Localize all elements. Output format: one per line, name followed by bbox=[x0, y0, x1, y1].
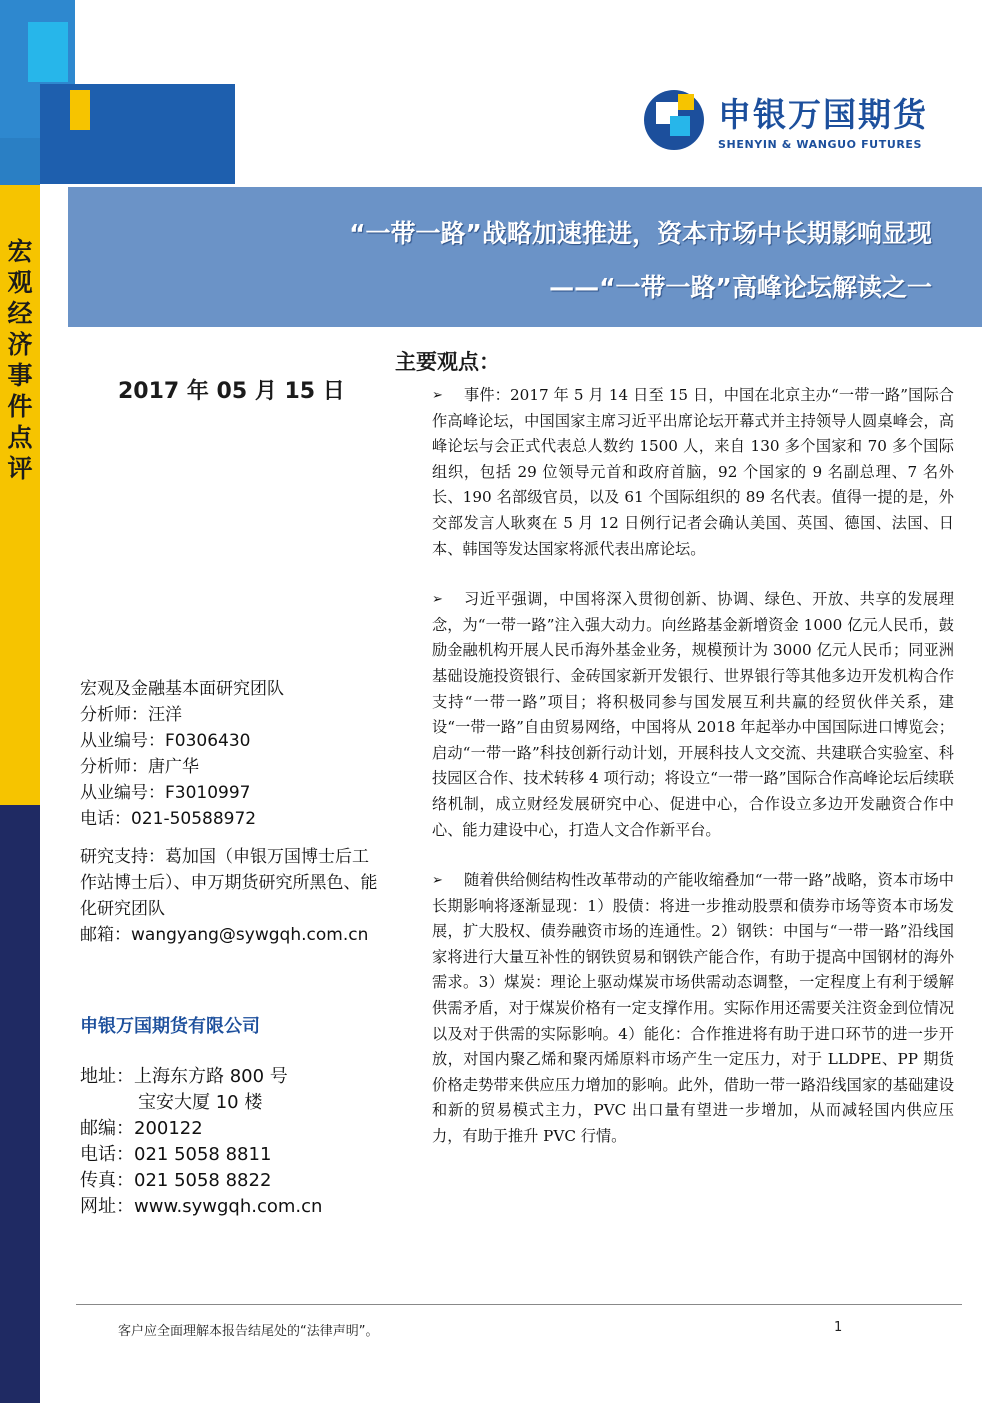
report-date: 2017 年 05 月 15 日 bbox=[118, 379, 345, 404]
logo-mark-icon bbox=[640, 86, 708, 154]
key-point-item: ➢ 习近平强调，中国将深入贯彻创新、协调、绿色、开放、共享的发展理念，为“一带一路”注入强大动力。向丝路基金新增资金 1000 亿元人民币，鼓励金融机构开展人民币海外基金业务，规模预计为 3000 亿元人民币；同亚洲基础设施投资银行、金砖国家新开发银行、世界银行等其他多边开发机构合作支持“一带一路”项目；将积极同参与国发展互利共赢的经贸伙伴关系，建设“一带一路”自由贸易网络，中国将从 2018 年起举办中国国际进口博览会；启动“一带一路”科技创新行动计划，开展科技人文交流、共建联合实验室、科技园区合作、技术转移 4 项行动；将设立“一带一路”国际合作高峰论坛后续联络机制，成立财经发展研究中心、促进中心，合作设立多边开发融资合作中心、能力建设中心，打造人文合作新平台。 bbox=[432, 587, 954, 843]
team-email[interactable]: 邮箱：wangyang@sywgqh.com.cn bbox=[80, 925, 369, 945]
report-title: “一带一路”战略加速推进，资本市场中长期影响显现 bbox=[349, 219, 932, 248]
address-line-2: 宝安大厦 10 楼 bbox=[138, 1092, 263, 1113]
logo-name-cn: 申银万国期货 bbox=[718, 95, 928, 134]
research-support: 研究支持：葛加国（申银万国博士后工作站博士后）、申万期货研究所黑色、能化研究团队 bbox=[80, 847, 378, 919]
key-point-item: ➢ 随着供给侧结构性改革带动的产能收缩叠加“一带一路”战略，资本市场中长期影响将逐渐显现：1）股债：将进一步推动股票和债券市场等资本市场发展，扩大股权、债券融资市场的连通性。2）钢铁：中国与“一带一路”沿线国家将进行大量互补性的钢铁贸易和钢铁产能合作，有助于提高中国钢材的海外需求。3）煤炭：理论上驱动煤炭市场供需动态调整，一定程度上有利于缓解供需矛盾，对于煤炭价格有一定支撑作用。实际作用还需要关注资金到位情况以及对于供需的实际影响。4）能化：合作推进将有助于进口环节的进一步开放，对国内聚乙烯和聚丙烯原料市场产生一定压力，对于 LLDPE、PP 期货价格走势带来供应压力增加的影响。此外，借助一带一路沿线国家的基础建设和新的贸易模式主力，PVC 出口量有望进一步增加，从而减轻国内供应压力，有助于推升 PVC 行情。 bbox=[432, 868, 954, 1150]
key-points-heading: 主要观点： bbox=[395, 350, 500, 374]
key-points-list bbox=[432, 383, 954, 1175]
company-fax: 传真：021 5058 8822 bbox=[80, 1170, 272, 1191]
page-number: 1 bbox=[834, 1320, 843, 1335]
bullet-arrow-icon: ➢ bbox=[432, 592, 443, 608]
company-website[interactable]: 网址：www.sywgqh.com.cn bbox=[80, 1196, 323, 1217]
company-address bbox=[80, 1064, 322, 1220]
logo-name-en: SHENYIN & WANGUO FUTURES bbox=[718, 138, 923, 151]
corner-decor-block-yellow bbox=[70, 90, 90, 130]
postcode: 邮编：200122 bbox=[80, 1118, 203, 1139]
key-point-item: ➢ 事件：2017 年 5 月 14 日至 15 日，中国在北京主办“一带一路”国际合作高峰论坛，中国国家主席习近平出席论坛开幕式并主持领导人圆桌峰会，高峰论坛与会正式代表总人数约 1500 人，来自 130 多个国家和 70 多个国际组织，包括 29 位领导元首和政府首脑，92 个国家的 9 名副总理、7 名外长、190 名部级官员，以及 61 个国际组织的 89 名代表。值得一提的是，外交部发言人耿爽在 5 月 12 日例行记者会确认美国、英国、德国、法国、日本、韩国等发达国家将派代表出席论坛。 bbox=[432, 383, 954, 562]
analyst-1: 分析师：汪洋 bbox=[80, 705, 182, 725]
left-bar-bottom bbox=[0, 805, 40, 1403]
bullet-arrow-icon: ➢ bbox=[432, 388, 443, 403]
address-line-1: 地址：上海东方路 800 号 bbox=[80, 1066, 288, 1087]
team-contacts bbox=[80, 676, 380, 948]
title-banner bbox=[68, 187, 982, 327]
analyst-1-id: 从业编号：F0306430 bbox=[80, 731, 251, 751]
footer-divider bbox=[76, 1304, 962, 1305]
side-category-title: 宏观经济事件点评 bbox=[7, 237, 33, 483]
legal-note: 客户应全面理解本报告结尾处的“法律声明”。 bbox=[118, 1324, 379, 1339]
team-name: 宏观及金融基本面研究团队 bbox=[80, 679, 284, 699]
analyst-2-id: 从业编号：F3010997 bbox=[80, 783, 251, 803]
analyst-2: 分析师：唐广华 bbox=[80, 757, 199, 777]
company-phone: 电话：021 5058 8811 bbox=[80, 1144, 272, 1165]
team-phone: 电话：021-50588972 bbox=[80, 809, 257, 829]
company-name: 申银万国期货有限公司 bbox=[80, 1016, 260, 1037]
bullet-arrow-icon: ➢ bbox=[432, 873, 443, 889]
report-subtitle: ——“一带一路”高峰论坛解读之一 bbox=[549, 273, 932, 302]
company-logo bbox=[640, 86, 928, 154]
corner-decor-gap bbox=[120, 0, 230, 84]
corner-decor-block-cyan bbox=[28, 22, 68, 82]
